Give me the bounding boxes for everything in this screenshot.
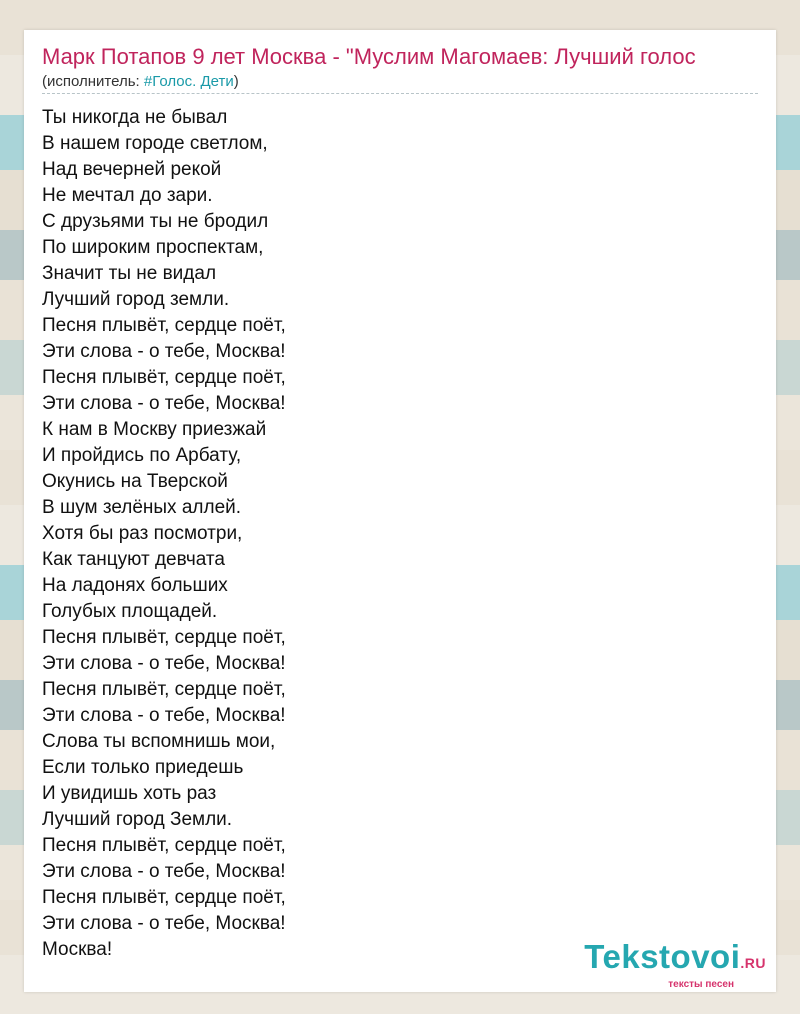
lyric-line: На ладонях больших	[42, 575, 228, 596]
lyrics-card	[24, 30, 776, 992]
performer-line	[42, 72, 239, 92]
lyric-line: Хотя бы раз посмотри,	[42, 523, 243, 544]
lyric-line: Эти слова - о тебе, Москва!	[42, 653, 286, 674]
page-title: Марк Потапов 9 лет Москва - "Муслим Магомаев: Лучший голос	[42, 44, 696, 69]
lyric-line: Эти слова - о тебе, Москва!	[42, 393, 286, 414]
lyric-line: И увидишь хоть раз	[42, 783, 217, 804]
lyric-line: Лучший город Земли.	[42, 809, 233, 830]
lyric-line: Песня плывёт, сердце поёт,	[42, 835, 286, 856]
lyric-line: Голубых площадей.	[42, 601, 218, 622]
lyric-line: Значит ты не видал	[42, 263, 217, 284]
lyric-line: Эти слова - о тебе, Москва!	[42, 913, 286, 934]
logo-tagline: тексты песен	[668, 979, 734, 990]
lyric-line: И пройдись по Арбату,	[42, 445, 242, 466]
lyric-line: Лучший город земли.	[42, 289, 230, 310]
lyric-line: Эти слова - о тебе, Москва!	[42, 861, 286, 882]
lyric-line: Песня плывёт, сердце поёт,	[42, 367, 286, 388]
lyric-line: Не мечтал до зари.	[42, 185, 213, 206]
lyric-line: Над вечерней рекой	[42, 159, 222, 180]
performer-suffix: )	[233, 73, 239, 90]
lyric-line: Москва!	[42, 939, 113, 960]
lyric-line: Слова ты вспомнишь мои,	[42, 731, 276, 752]
lyric-line: Эти слова - о тебе, Москва!	[42, 705, 286, 726]
lyric-line: Если только приедешь	[42, 757, 244, 778]
logo-main-text: Tekstovoi	[584, 938, 741, 975]
performer-prefix: (исполнитель:	[42, 73, 144, 90]
lyric-line: Песня плывёт, сердце поёт,	[42, 315, 286, 336]
lyric-line: С друзьями ты не бродил	[42, 211, 269, 232]
lyric-line: По широким проспектам,	[42, 237, 264, 258]
lyric-line: Как танцуют девчата	[42, 549, 225, 570]
lyric-line: Песня плывёт, сердце поёт,	[42, 627, 286, 648]
performer-tag-link[interactable]: #Голос. Дети	[143, 73, 234, 90]
lyric-line: К нам в Москву приезжай	[42, 419, 267, 440]
lyric-line: Песня плывёт, сердце поёт,	[42, 887, 286, 908]
lyric-line: Песня плывёт, сердце поёт,	[42, 679, 286, 700]
lyrics-list	[42, 105, 286, 963]
logo-suffix: .RU	[740, 955, 766, 971]
site-logo[interactable]	[584, 940, 766, 990]
lyric-line: Окунись на Тверской	[42, 471, 228, 492]
lyric-line: Ты никогда не бывал	[42, 107, 228, 128]
lyric-line: В шум зелёных аллей.	[42, 497, 242, 518]
lyric-line: Эти слова - о тебе, Москва!	[42, 341, 286, 362]
divider	[42, 93, 758, 94]
lyric-line: В нашем городе светлом,	[42, 133, 268, 154]
